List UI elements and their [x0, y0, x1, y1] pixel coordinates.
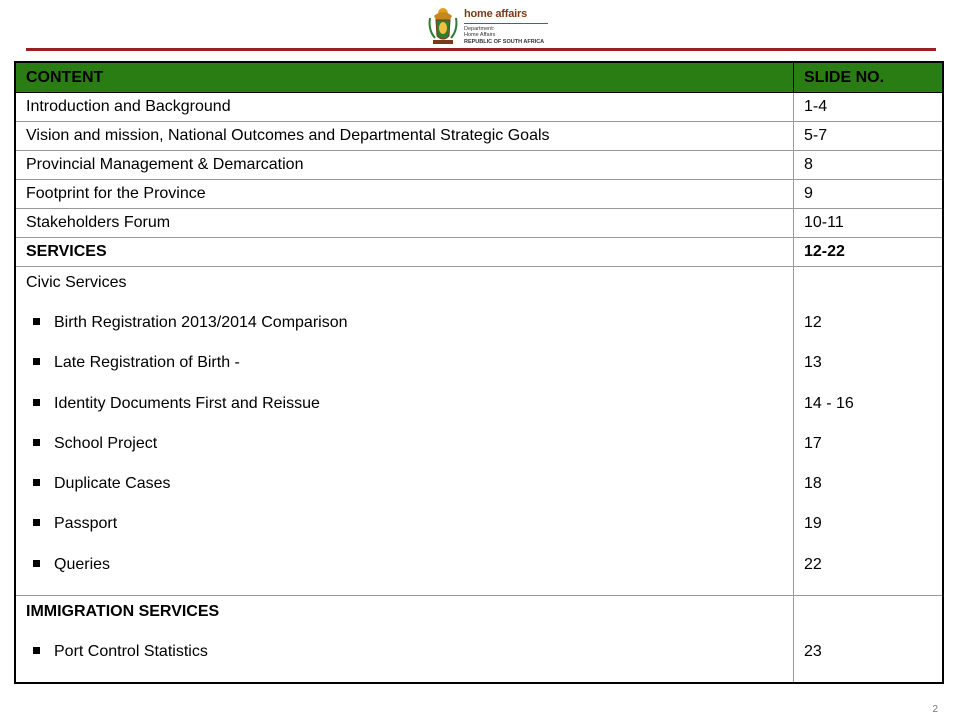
civic-services-row	[15, 267, 943, 596]
civic-services-title: Civic Services	[26, 274, 127, 291]
row-content: Introduction and Background	[15, 93, 794, 122]
list-item-label: Queries	[54, 555, 111, 573]
brand-name: home affairs	[464, 8, 528, 20]
department-label	[464, 26, 495, 38]
civic-services-slides	[794, 267, 944, 596]
department-line: Home Affairs	[464, 32, 496, 38]
list-item-slide: 17	[804, 434, 822, 452]
slide-spacer	[804, 273, 932, 313]
list-item-slide: 19	[804, 515, 822, 533]
list-item	[26, 313, 783, 353]
square-bullet-icon	[33, 439, 40, 446]
list-item-label: Birth Registration 2013/2014 Comparison	[54, 314, 348, 331]
page-number: 2	[932, 704, 938, 715]
row-slide: 8	[794, 151, 944, 180]
immigration-services-slides	[794, 596, 944, 684]
table-row	[15, 180, 943, 209]
square-bullet-icon	[33, 647, 40, 654]
square-bullet-icon	[33, 560, 40, 567]
table-header-row	[15, 62, 943, 93]
row-slide: 10-11	[794, 209, 944, 238]
header-content: CONTENT	[15, 62, 794, 93]
header-divider	[26, 48, 936, 51]
row-slide: 5-7	[794, 122, 944, 151]
contents-table	[14, 61, 944, 684]
header-slide-no: SLIDE NO.	[794, 62, 944, 93]
table-row	[15, 238, 943, 267]
immigration-services-content	[15, 596, 794, 684]
list-item	[26, 555, 783, 595]
list-item	[26, 514, 783, 554]
row-content: Footprint for the Province	[15, 180, 794, 209]
square-bullet-icon	[33, 358, 40, 365]
list-item-slide: 13	[804, 354, 822, 372]
row-slide: 9	[794, 180, 944, 209]
list-item-label: Identity Documents First and Reissue	[54, 394, 320, 412]
list-item-slide: 23	[804, 643, 822, 661]
coat-of-arms-icon	[426, 6, 460, 48]
row-content: Stakeholders Forum	[15, 209, 794, 238]
list-item-slide: 22	[804, 555, 822, 573]
list-item-label: Late Registration of Birth -	[54, 354, 240, 372]
table-row	[15, 122, 943, 151]
square-bullet-icon	[33, 479, 40, 486]
list-item	[26, 434, 783, 474]
square-bullet-icon	[33, 399, 40, 406]
table-row	[15, 209, 943, 238]
slide-spacer	[804, 602, 932, 642]
row-content: Vision and mission, National Outcomes and Departmental Strategic Goals	[15, 122, 794, 151]
row-content: SERVICES	[15, 238, 794, 267]
list-item	[26, 394, 783, 434]
immigration-services-row	[15, 596, 943, 684]
list-item-label: Passport	[54, 515, 118, 533]
list-item	[26, 353, 783, 393]
square-bullet-icon	[33, 318, 40, 325]
list-item-slide: 18	[804, 475, 822, 493]
square-bullet-icon	[33, 519, 40, 526]
home-affairs-logo	[426, 6, 556, 48]
row-content: Provincial Management & Demarcation	[15, 151, 794, 180]
list-item	[26, 642, 783, 682]
list-item-label: Duplicate Cases	[54, 475, 171, 493]
list-item	[26, 474, 783, 514]
republic-label: REPUBLIC OF SOUTH AFRICA	[464, 39, 545, 45]
list-item-label: Port Control Statistics	[54, 643, 208, 661]
immigration-services-title: IMMIGRATION SERVICES	[26, 603, 220, 621]
list-item-slide: 12	[804, 314, 822, 331]
list-item-slide: 14 - 16	[804, 394, 854, 412]
civic-services-content	[15, 267, 794, 596]
row-slide: 12-22	[794, 238, 944, 267]
table-row	[15, 93, 943, 122]
brand-underline	[464, 23, 548, 24]
list-item-label: School Project	[54, 434, 158, 452]
table-row	[15, 151, 943, 180]
row-slide: 1-4	[794, 93, 944, 122]
department-line: Department:	[464, 26, 495, 32]
